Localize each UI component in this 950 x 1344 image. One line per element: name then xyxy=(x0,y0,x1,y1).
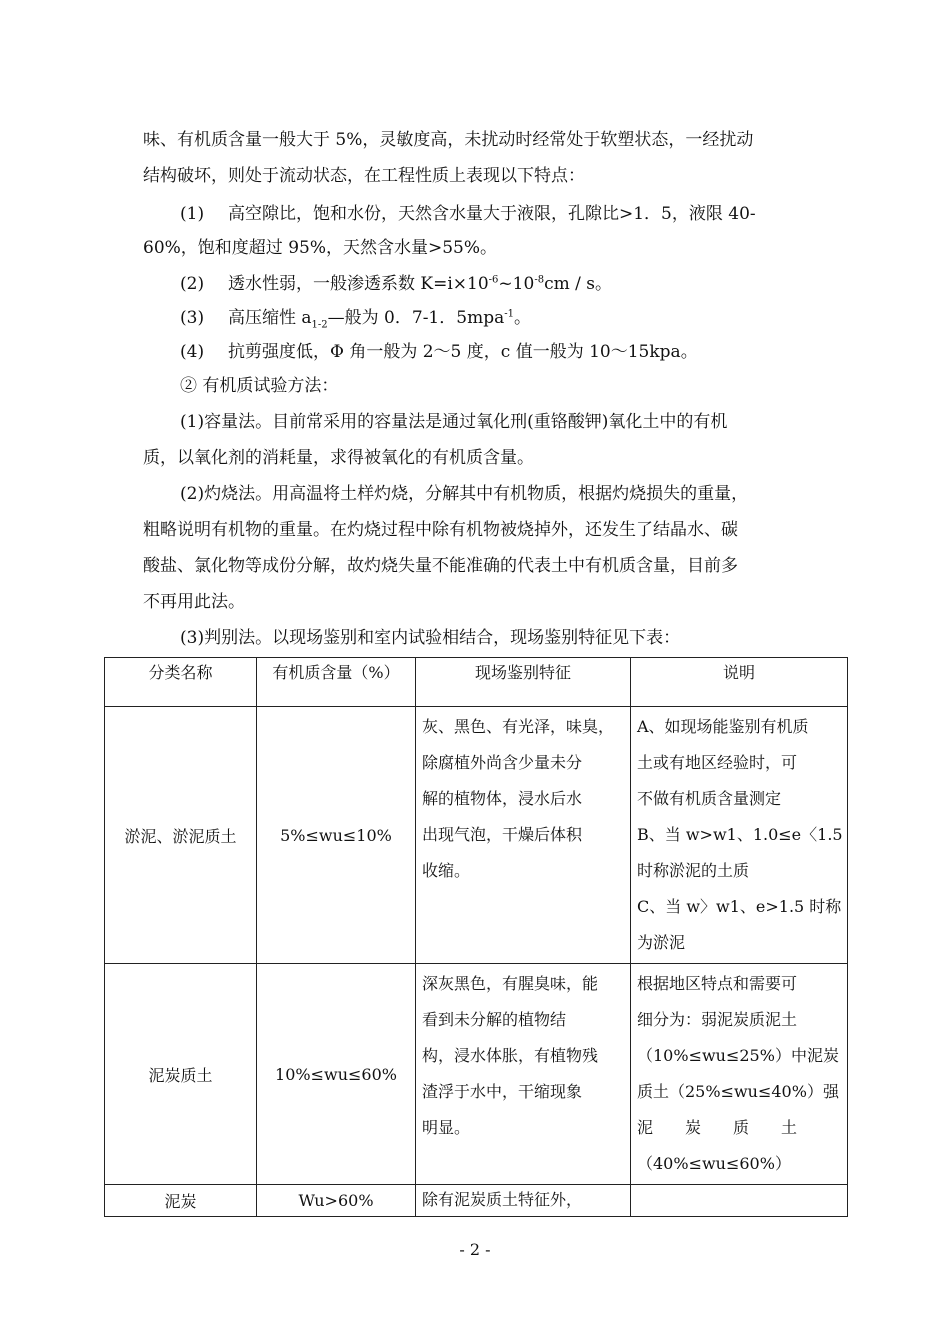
cell-line: （40%≤wu≤60%） xyxy=(637,1154,791,1173)
list-text: —般为 0．7-1．5mpa xyxy=(327,308,505,328)
list-item xyxy=(180,266,860,302)
list-number: (2) xyxy=(180,274,205,294)
cell-line: 不做有机质含量测定 xyxy=(637,789,782,808)
cell-name: 泥炭质土 xyxy=(105,964,257,1185)
cell-line: A、如现场能鉴别有机质 xyxy=(637,717,809,736)
classification-table xyxy=(104,657,848,1217)
superscript: -6 xyxy=(488,274,499,286)
cell-line: （10%≤wu≤25%）中泥炭 xyxy=(637,1046,839,1065)
table-row xyxy=(105,1185,848,1217)
paragraph-line: 粗略说明有机物的重量。在灼烧过程中除有机物被烧掉外，还发生了结晶水、碳 xyxy=(143,520,738,540)
cell-line: 构，浸水体胀，有植物残 xyxy=(422,1046,599,1065)
cell-line: 深灰黑色，有腥臭味，能 xyxy=(422,974,599,993)
cell-notes xyxy=(631,1185,848,1217)
cell-name: 泥炭 xyxy=(105,1185,257,1217)
list-item xyxy=(180,196,860,232)
cell-content: Wu>60% xyxy=(257,1185,416,1217)
paragraph-line: (1)容量法。目前常采用的容量法是通过氧化刑(重铬酸钾)氧化土中的有机 xyxy=(180,412,728,432)
cell-line: 根据地区特点和需要可 xyxy=(637,974,798,993)
paragraph-line: 酸盐、氯化物等成份分解，故灼烧失量不能准确的代表土中有机质含量，目前多 xyxy=(143,556,738,576)
cell-line: 土或有地区经验时，可 xyxy=(637,753,798,772)
page-number: - 2 - xyxy=(459,1240,491,1259)
cell-line: 灰、黑色、有光泽，味臭， xyxy=(422,717,615,736)
list-text: 透水性弱，一般渗透系数 K=i×10 xyxy=(228,274,489,294)
cell-line: 解的植物体，浸水后水 xyxy=(422,789,583,808)
paragraph-line: (3)判别法。以现场鉴别和室内试验相结合，现场鉴别特征见下表： xyxy=(180,628,681,648)
section-heading: ② 有机质试验方法： xyxy=(180,376,339,396)
column-header: 现场鉴别特征 xyxy=(416,658,631,707)
cell-line: 为淤泥 xyxy=(637,933,686,952)
table-row xyxy=(105,964,848,1185)
column-header: 分类名称 xyxy=(105,658,257,707)
paragraph-line: (2)灼烧法。用高温将土样灼烧，分解其中有机物质，根据灼烧损失的重量， xyxy=(180,484,749,504)
list-text: 抗剪强度低，Φ 角一般为 2～5 度，c 值一般为 10～15kpa。 xyxy=(228,342,698,362)
cell-name: 淤泥、淤泥质土 xyxy=(105,707,257,964)
table-row xyxy=(105,707,848,964)
paragraph-line: 60%，饱和度超过 95%，天然含水量>55%。 xyxy=(143,238,498,258)
cell-line: 除腐植外尚含少量未分 xyxy=(422,753,583,772)
subscript: 1-2 xyxy=(311,319,328,331)
cell-line: 细分为：弱泥炭质泥土 xyxy=(637,1010,798,1029)
cell-line: 看到未分解的植物结 xyxy=(422,1010,567,1029)
list-number: (4) xyxy=(180,342,205,362)
list-text: 高压缩性 a xyxy=(228,308,312,328)
cell-line: 时称淤泥的土质 xyxy=(637,861,750,880)
cell-line: 泥 炭 质 土 xyxy=(637,1118,798,1137)
cell-line: C、当 w〉w1、e>1.5 时称 xyxy=(637,897,842,916)
cell-line: B、当 w>w1、1.0≤e〈1.5 xyxy=(637,825,843,844)
column-header: 说明 xyxy=(631,658,848,707)
cell-features xyxy=(416,964,631,1185)
cell-line: 渣浮于水中，干缩现象 xyxy=(422,1082,583,1101)
cell-line: 出现气泡，干燥后体积 xyxy=(422,825,583,844)
cell-features xyxy=(416,707,631,964)
list-item xyxy=(180,300,860,336)
list-item xyxy=(180,334,860,370)
cell-line: 除有泥炭质土特征外， xyxy=(422,1190,583,1209)
paragraph-line: 不再用此法。 xyxy=(143,592,245,612)
list-number: (3) xyxy=(180,308,205,328)
list-text: 。 xyxy=(513,308,531,328)
paragraph-line: 质，以氧化剂的消耗量，求得被氧化的有机质含量。 xyxy=(143,448,534,468)
superscript: -1 xyxy=(504,308,514,320)
cell-notes xyxy=(631,964,848,1185)
column-header: 有机质含量（%） xyxy=(257,658,416,707)
cell-line: 收缩。 xyxy=(422,861,471,880)
list-text: cm / s。 xyxy=(544,274,612,294)
cell-notes xyxy=(631,707,848,964)
list-number: (1) xyxy=(180,204,205,224)
table-header-row xyxy=(105,658,848,707)
cell-line: 明显。 xyxy=(422,1118,471,1137)
paragraph-line: 结构破坏，则处于流动状态，在工程性质上表现以下特点： xyxy=(143,166,585,186)
cell-features xyxy=(416,1185,631,1217)
cell-content: 5%≤wu≤10% xyxy=(257,707,416,964)
superscript: -8 xyxy=(534,274,545,286)
paragraph-line: 味、有机质含量一般大于 5%，灵敏度高，未扰动时经常处于软塑状态，一经扰动 xyxy=(143,130,754,150)
cell-content: 10%≤wu≤60% xyxy=(257,964,416,1185)
list-text: ~10 xyxy=(498,274,535,294)
cell-line: 质土（25%≤wu≤40%）强 xyxy=(637,1082,839,1101)
list-text: 高空隙比，饱和水份，天然含水量大于液限，孔隙比>1．5，液限 40- xyxy=(228,204,756,224)
